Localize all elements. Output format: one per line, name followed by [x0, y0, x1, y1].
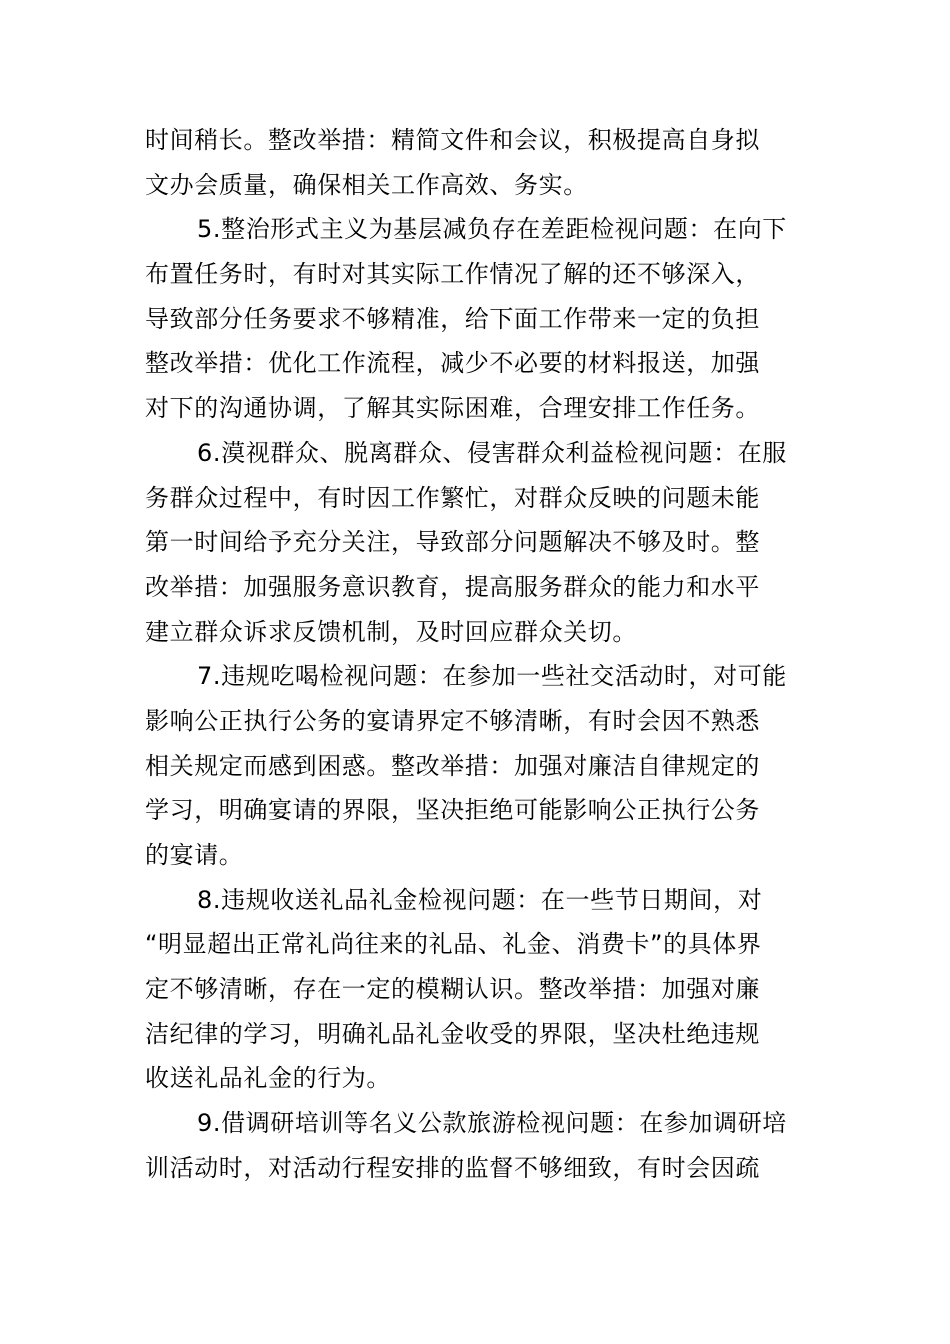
text-line: 对下的沟通协调，了解其实际困难，合理安排工作任务。	[145, 394, 760, 423]
text-line: 导致部分任务要求不够精准，给下面工作带来一定的负担	[145, 304, 760, 333]
text-line: 布置任务时，有时对其实际工作情况了解的还不够深入，	[145, 260, 760, 289]
text-line: “明显超出正常礼尚往来的礼品、礼金、消费卡”的具体界	[145, 930, 762, 959]
text-line: 文办会质量，确保相关工作高效、务实。	[145, 170, 588, 199]
text-line: 整改举措：优化工作流程，减少不必要的材料报送，加强	[145, 349, 760, 378]
text-line: 的宴请。	[145, 841, 244, 869]
paragraph-9-heading-line: 9.借调研培训等名义公款旅游检视问题：在参加调研培	[197, 1109, 787, 1138]
text-line: 相关规定而感到困惑。整改举措：加强对廉洁自律规定的	[145, 751, 760, 780]
text-line: 定不够清晰，存在一定的模糊认识。整改举措：加强对廉	[145, 975, 760, 1004]
text-line: 影响公正执行公务的宴请界定不够清晰，有时会因不熟悉	[145, 706, 760, 735]
text-line: 收送礼品礼金的行为。	[145, 1064, 391, 1093]
text-line: 学习，明确宴请的界限，坚决拒绝可能影响公正执行公务	[145, 796, 760, 825]
text-line: 务群众过程中，有时因工作繁忙，对群众反映的问题未能	[145, 483, 760, 512]
paragraph-5-heading-line: 5.整治形式主义为基层减负存在差距检视问题：在向下	[197, 215, 787, 244]
paragraph-6-heading-line: 6.漠视群众、脱离群众、侵害群众利益检视问题：在服	[197, 438, 787, 467]
text-line: 建立群众诉求反馈机制，及时回应群众关切。	[145, 617, 637, 646]
text-line: 改举措：加强服务意识教育，提高服务群众的能力和水平	[145, 572, 760, 601]
paragraph-8-heading-line: 8.违规收送礼品礼金检视问题：在一些节日期间，对	[197, 885, 763, 914]
paragraph-7-heading-line: 7.违规吃喝检视问题：在参加一些社交活动时，对可能	[197, 662, 787, 691]
text-line: 洁纪律的学习，明确礼品礼金收受的界限，坚决杜绝违规	[145, 1019, 760, 1048]
text-line: 训活动时，对活动行程安排的监督不够细致，有时会因疏	[145, 1153, 760, 1182]
text-line: 第一时间给予充分关注，导致部分问题解决不够及时。整	[145, 528, 760, 557]
document-body	[145, 118, 815, 1191]
text-line: 时间稍长。整改举措：精简文件和会议，积极提高自身拟	[145, 126, 760, 154]
